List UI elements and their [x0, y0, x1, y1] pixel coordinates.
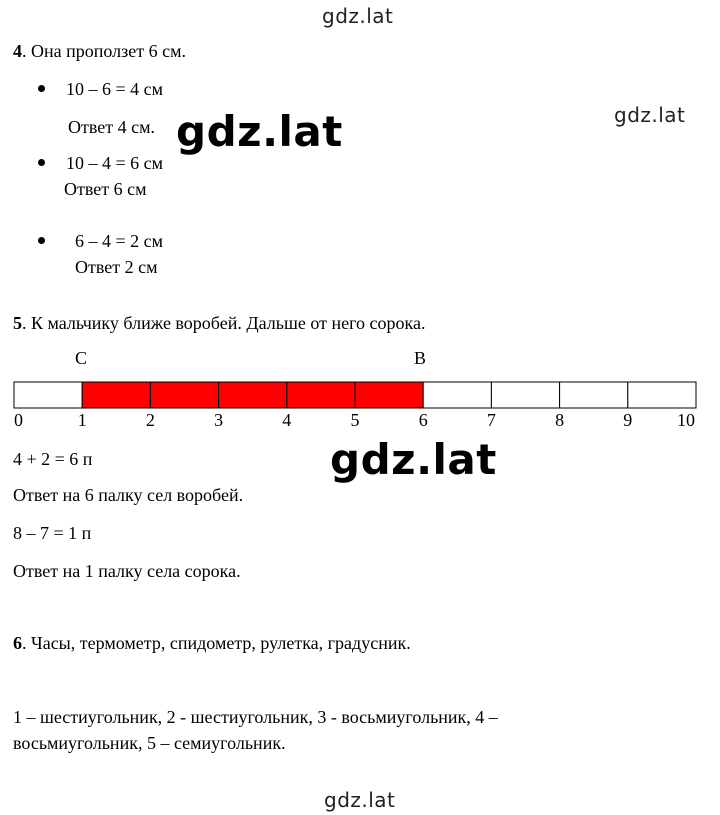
task7-line-1: 1 – шестиугольник, 2 - шестиугольник, 3 - восьмиугольник, 4 – — [13, 707, 498, 727]
task5-answer-1: Ответ на 6 палку сел воробей. — [13, 485, 244, 505]
ruler-tick-label: 5 — [350, 410, 360, 430]
ruler-cell — [628, 382, 696, 408]
ruler-cell — [14, 382, 82, 408]
ruler-tick-label: 2 — [145, 410, 155, 430]
marker-c-label: С — [75, 348, 88, 368]
ruler-tick-label: 6 — [418, 410, 428, 430]
task4-equation-3: 6 – 4 = 2 см — [75, 231, 164, 251]
ruler-tick-label: 3 — [214, 410, 224, 430]
task4-statement: . Она проползет 6 см. — [22, 41, 186, 61]
task5-number: 5 — [13, 313, 22, 333]
task4-answer-2: Ответ 6 см — [64, 179, 147, 199]
ruler-tick-label: 10 — [677, 410, 695, 430]
task5-equation-2: 8 – 7 = 1 п — [13, 523, 92, 543]
watermark-large-1: gdz.lat — [176, 107, 343, 156]
task6-statement: . Часы, термометр, спидометр, рулетка, градусник. — [22, 633, 411, 653]
task6-number: 6 — [13, 633, 22, 653]
task4-answer-3: Ответ 2 см — [75, 257, 158, 277]
task7-line-2: восьмиугольник, 5 – семиугольник. — [13, 733, 286, 753]
ruler-cell-filled — [287, 382, 355, 408]
ruler-cells — [14, 382, 696, 408]
watermark-right: gdz.lat — [614, 103, 686, 127]
task4-equation-2: 10 – 4 = 6 см — [66, 153, 164, 173]
watermark-top: gdz.lat — [322, 4, 394, 28]
task6-header — [13, 632, 411, 654]
ruler-cell-filled — [150, 382, 218, 408]
ruler-cell-filled — [355, 382, 423, 408]
ruler-cell — [491, 382, 559, 408]
ruler-cell-filled — [219, 382, 287, 408]
task5-answer-2: Ответ на 1 палку села сорока. — [13, 561, 241, 581]
ruler-tick-label: 9 — [623, 410, 633, 430]
ruler-tick-label: 4 — [282, 410, 292, 430]
task4-equation-1: 10 – 6 = 4 см — [66, 79, 164, 99]
ruler-tick-label: 1 — [77, 410, 87, 430]
task4-answer-1: Ответ 4 см. — [68, 117, 155, 137]
task4-number: 4 — [13, 41, 22, 61]
ruler-tick-labels — [14, 410, 695, 430]
ruler-tick-label: 7 — [486, 410, 496, 430]
watermark-large-2: gdz.lat — [330, 435, 497, 484]
task5-equation-1: 4 + 2 = 6 п — [13, 449, 93, 469]
ruler-cell — [423, 382, 491, 408]
ruler-tick-label: 0 — [14, 410, 23, 430]
marker-b-label: В — [414, 348, 427, 368]
task5-statement: . К мальчику ближе воробей. Дальше от него сорока. — [22, 313, 426, 333]
ruler-cell-filled — [82, 382, 150, 408]
ruler-tick-label: 8 — [555, 410, 565, 430]
watermark-bottom: gdz.lat — [324, 788, 396, 812]
ruler-cell — [560, 382, 628, 408]
